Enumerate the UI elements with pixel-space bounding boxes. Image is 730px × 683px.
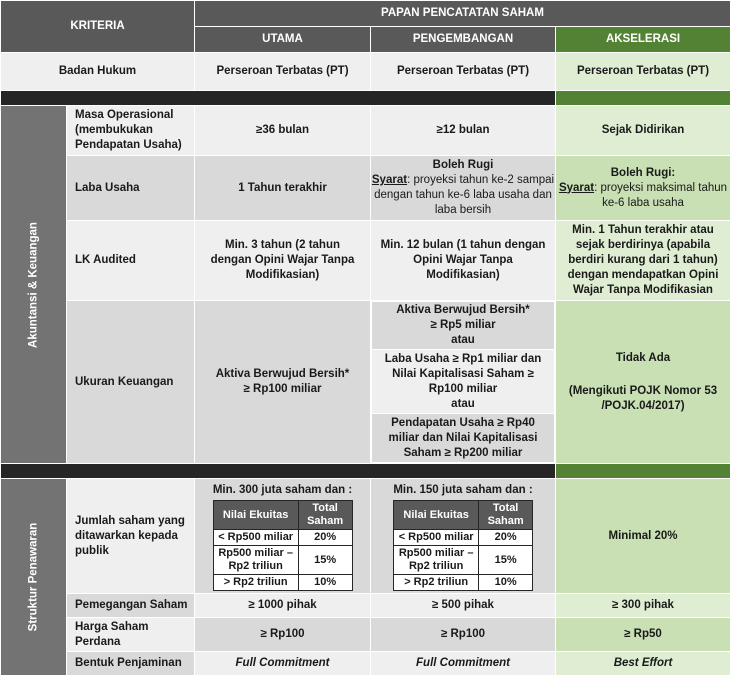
equity-row-ekuitas: Rp500 miliar – Rp2 triliun [213, 546, 298, 575]
side-label-akuntansi [1, 106, 67, 464]
badan-hukum-pengembangan: Perseroan Terbatas (PT) [371, 53, 556, 91]
ukuran-option-1-line1: Aktiva Berwujud Bersih* [396, 304, 530, 316]
equity-table-col-ekuitas: Nilai Ekuitas [394, 501, 479, 530]
separator-band-2 [1, 464, 556, 479]
pemegangan-saham-utama: ≥ 1000 pihak [195, 594, 371, 618]
harga-saham-label: Harga Saham Perdana [67, 618, 195, 652]
ukuran-keuangan-pengembangan [371, 301, 556, 464]
jumlah-saham-utama [195, 479, 371, 594]
equity-row-ekuitas: > Rp2 triliun [394, 575, 479, 591]
pemegangan-saham-akselerasi: ≥ 300 pihak [556, 594, 730, 618]
harga-saham-pengembangan: ≥ Rp100 [371, 618, 556, 652]
equity-row-total: 15% [479, 546, 533, 575]
equity-table-col-total: Total Saham [298, 501, 352, 530]
equity-table-col-total: Total Saham [479, 501, 533, 530]
ukuran-keuangan-utama-line1: Aktiva Berwujud Bersih* [215, 368, 350, 380]
badan-hukum-utama: Perseroan Terbatas (PT) [195, 53, 371, 91]
ukuran-option-2 [372, 350, 555, 414]
jumlah-saham-utama-title: Min. 300 juta saham dan : [212, 484, 353, 496]
ukuran-keuangan-utama [195, 301, 371, 464]
jumlah-saham-akselerasi: Minimal 20% [556, 479, 730, 594]
equity-row-total: 10% [298, 575, 352, 591]
header-utama: UTAMA [195, 27, 371, 53]
side-label-akuntansi-text: Akuntansi & Keuangan [27, 221, 39, 348]
pemegangan-saham-label: Pemegangan Saham [67, 594, 195, 618]
bentuk-penjaminan-pengembangan: Full Commitment [371, 652, 556, 676]
equity-row-total: 10% [479, 575, 533, 591]
lk-audited-akselerasi: Min. 1 Tahun terakhir atau sejak berdirinya (apabila berdiri kurang dari 1 tahun) dengan mendapatkan Opini Wajar Tanpa Modifikasian [556, 221, 730, 301]
laba-usaha-label: Laba Usaha [67, 156, 195, 221]
bentuk-penjaminan-akselerasi: Best Effort [556, 652, 730, 676]
ukuran-keuangan-akselerasi-line2: (Mengikuti POJK Nomor 53 /POJK.04/2017) [568, 384, 718, 412]
bentuk-penjaminan-utama: Full Commitment [195, 652, 371, 676]
laba-usaha-pengembangan-title: Boleh Rugi [432, 159, 494, 171]
side-label-struktur [1, 479, 67, 676]
jumlah-saham-pengembangan [371, 479, 556, 594]
jumlah-saham-pengembangan-title: Min. 150 juta saham dan : [393, 484, 533, 496]
laba-usaha-pengembangan-syarat: Syarat [371, 174, 408, 186]
laba-usaha-pengembangan [371, 156, 556, 221]
equity-table-pengembangan [393, 500, 533, 591]
separator-band-green-2 [556, 464, 730, 479]
laba-usaha-akselerasi [556, 156, 730, 221]
separator-band-green [556, 91, 730, 106]
laba-usaha-pengembangan-syarat-block [371, 173, 555, 218]
ukuran-keuangan-akselerasi [556, 301, 730, 464]
header-kriteria: KRITERIA [1, 1, 195, 53]
jumlah-saham-label: Jumlah saham yang ditawarkan kepada publik [67, 479, 195, 594]
equity-row-total: 20% [298, 530, 352, 546]
ukuran-option-1-atau: atau [451, 334, 475, 346]
ukuran-keuangan-akselerasi-line1: Tidak Ada [615, 351, 671, 364]
ukuran-option-2-text: Laba Usaha ≥ Rp1 miliar dan Nilai Kapitalisasi Saham ≥ Rp100 miliar [384, 352, 542, 395]
laba-usaha-pengembangan-text: : proyeksi tahun ke-2 sampai dengan tahun ke-6 laba usaha dan laba bersih [374, 174, 555, 216]
pemegangan-saham-pengembangan: ≥ 500 pihak [371, 594, 556, 618]
ukuran-option-2-atau: atau [451, 397, 475, 410]
ukuran-option-3: Pendapatan Usaha ≥ Rp40 miliar dan Nilai Kapitalisasi Saham ≥ Rp200 miliar [372, 414, 555, 463]
ukuran-keuangan-pengembangan-options [371, 301, 555, 463]
ukuran-keuangan-utama-line2: ≥ Rp100 miliar [243, 383, 322, 395]
lk-audited-pengembangan: Min. 12 bulan (1 tahun dengan Opini Wajar Tanpa Modifikasian) [371, 221, 556, 301]
laba-usaha-utama: 1 Tahun terakhir [195, 156, 371, 221]
lk-audited-label: LK Audited [67, 221, 195, 301]
harga-saham-akselerasi: ≥ Rp50 [556, 618, 730, 652]
side-label-struktur-text: Struktur Penawaran [27, 522, 39, 632]
equity-table-col-ekuitas: Nilai Ekuitas [213, 501, 298, 530]
equity-row-total: 20% [479, 530, 533, 546]
masa-operasional-utama: ≥36 bulan [195, 106, 371, 156]
equity-row-ekuitas: < Rp500 miliar [394, 530, 479, 546]
masa-operasional-label: Masa Operasional (membukukan Pendapatan Usaha) [67, 106, 195, 156]
masa-operasional-pengembangan: ≥12 bulan [371, 106, 556, 156]
laba-usaha-akselerasi-syarat-block [556, 181, 730, 211]
header-akselerasi: AKSELERASI [556, 27, 730, 53]
header-pengembangan: PENGEMBANGAN [371, 27, 556, 53]
equity-row-ekuitas: > Rp2 triliun [213, 575, 298, 591]
ukuran-option-1-line2: ≥ Rp5 miliar [430, 319, 496, 331]
ukuran-option-1 [372, 302, 555, 350]
ukuran-keuangan-akselerasi-spacer [556, 366, 730, 384]
header-papan-pencatatan: PAPAN PENCATATAN SAHAM [195, 1, 730, 27]
ukuran-keuangan-label: Ukuran Keuangan [67, 301, 195, 464]
equity-table-utama [213, 500, 353, 591]
laba-usaha-akselerasi-syarat: Syarat [558, 181, 595, 194]
equity-row-total: 15% [298, 546, 352, 575]
laba-usaha-akselerasi-title: Boleh Rugi: [610, 166, 676, 179]
equity-row-ekuitas: Rp500 miliar – Rp2 triliun [394, 546, 479, 575]
laba-usaha-akselerasi-text: : proyeksi maksimal tahun ke-6 laba usaha [594, 181, 728, 209]
harga-saham-utama: ≥ Rp100 [195, 618, 371, 652]
badan-hukum-label: Badan Hukum [1, 53, 195, 91]
bentuk-penjaminan-label: Bentuk Penjaminan [67, 652, 195, 676]
badan-hukum-akselerasi: Perseroan Terbatas (PT) [556, 53, 730, 91]
equity-row-ekuitas: < Rp500 miliar [213, 530, 298, 546]
masa-operasional-akselerasi: Sejak Didirikan [556, 106, 730, 156]
lk-audited-utama: Min. 3 tahun (2 tahun dengan Opini Wajar Tanpa Modifikasian) [195, 221, 371, 301]
separator-band [1, 91, 556, 106]
